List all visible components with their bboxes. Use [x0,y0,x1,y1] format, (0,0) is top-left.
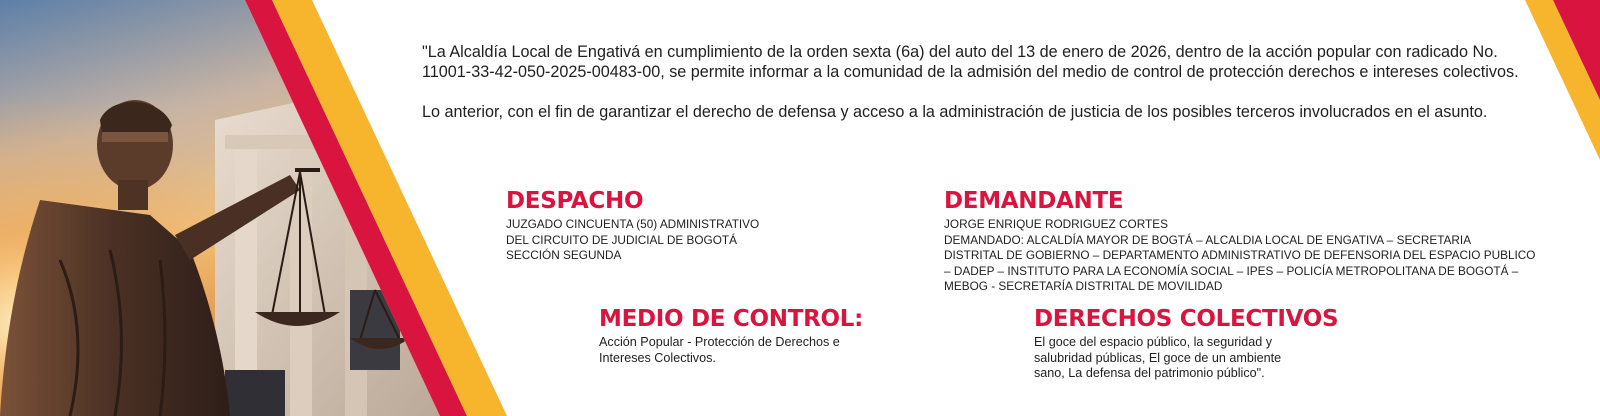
demandante-line: DEMANDADO: ALCALDÍA MAYOR DE BOGTÁ – ALCALDIA LOCAL DE ENGATIVA – SECRETARIA [944,232,1472,247]
derechos-colectivos-line: El goce del espacio público, la seguridad y [1034,335,1273,349]
derechos-colectivos-line: sano, La defensa del patrimonio público". [1034,366,1265,380]
derechos-colectivos-details [1034,335,1338,382]
medio-de-control-heading: MEDIO DE CONTROL: [599,306,864,332]
medio-de-control-details [599,335,863,366]
despacho-heading: DESPACHO [506,188,644,214]
despacho-line: JUZGADO CINCUENTA (50) ADMINISTRATIVO [506,217,760,231]
derechos-colectivos-section [1034,305,1338,382]
demandante-line: MEBOG - SECRETARÍA DISTRITAL DE MOVILIDAD [944,279,1223,293]
despacho-section [506,187,759,264]
demandante-details [944,217,1535,295]
despacho-line: SECCIÓN SEGUNDA [506,248,622,262]
derechos-colectivos-heading: DERECHOS COLECTIVOS [1034,306,1339,332]
medio-de-control-line: Intereses Colectivos. [599,350,716,365]
notice-paragraph-1: "La Alcaldía Local de Engativá en cumplimiento de la orden sexta (6a) del auto del 13 de enero de 2026, dentro de la acción popular con radicado No. 11001-33-42-050-2025-00483-00, se permite informar a la comunidad de la admisión del medio de control de protección derechos e intereses colectivos. [422,43,1519,81]
notice-text [422,42,1532,122]
demandante-line: – DADEP – INSTITUTO PARA LA ECONOMÍA SOCIAL – IPES – POLICÍA METROPOLITANA DE BOGOTÁ – [944,263,1519,278]
despacho-line: DEL CIRCUITO DE JUDICIAL DE BOGOTÁ [506,232,737,247]
demandante-heading: DEMANDANTE [944,188,1124,214]
demandante-line: JORGE ENRIQUE RODRIGUEZ CORTES [944,217,1168,231]
demandante-line: DISTRITAL DE GOBIERNO – DEPARTAMENTO ADMINISTRATIVO DE DEFENSORIA DEL ESPACIO PUBLICO [944,248,1536,262]
notice-paragraph-2: Lo anterior, con el fin de garantizar el derecho de defensa y acceso a la administración de justicia de los posibles terceros involucrados en el asunto. [422,103,1488,121]
medio-de-control-section [599,305,863,366]
despacho-details [506,217,759,264]
demandante-section [944,187,1535,295]
medio-de-control-line: Acción Popular - Protección de Derechos e [599,335,840,349]
derechos-colectivos-line: salubridad públicas, El goce de un ambiente [1034,350,1282,365]
